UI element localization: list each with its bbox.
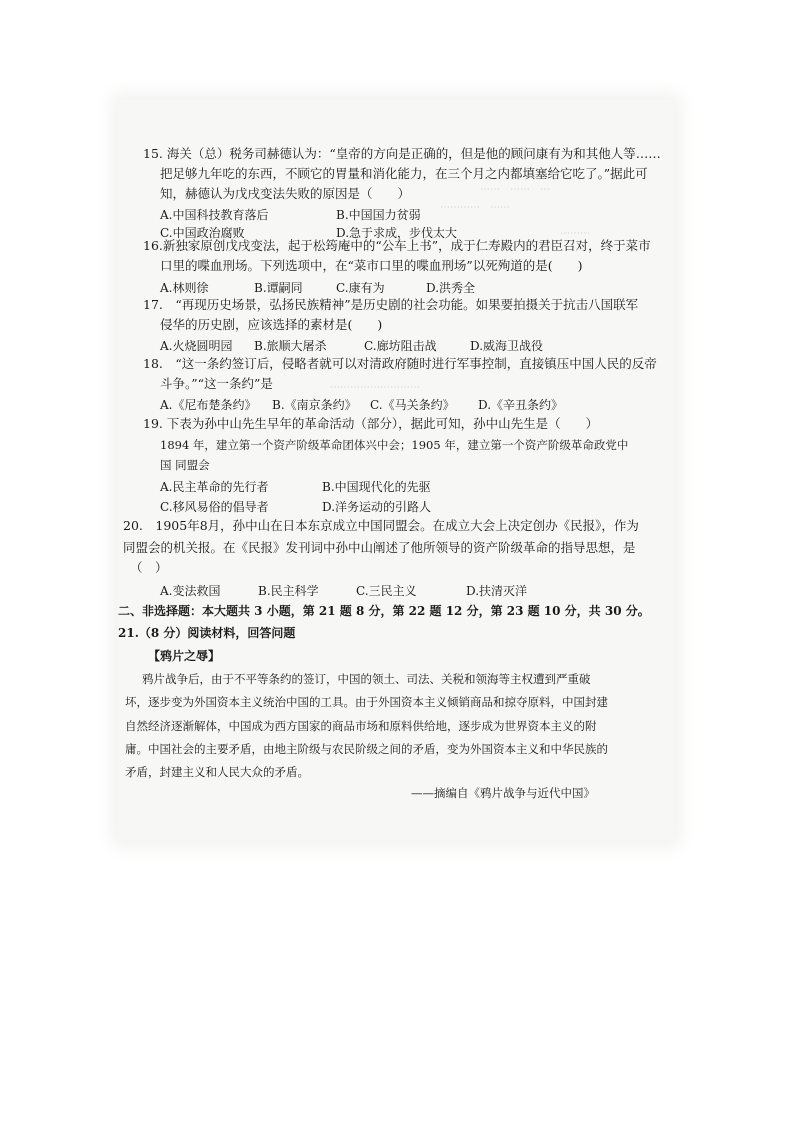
material-line-5: 矛盾，封建主义和人民大众的矛盾。 [125,765,309,779]
question-18-line-2: 斗争。”“这一条约”是 [160,376,273,391]
material-line-2: 坏，逐步变为外国资本主义统治中国的工具。由于外国资本主义倾销商品和掠夺原料，中国封建 [125,695,608,709]
bleed-through-mark: ⋯⋯⋯ [560,228,590,239]
question-17-option-b[interactable]: B.旅顺大屠杀 [254,339,327,353]
question-16-line-1: 16.新独家原创戊戌变法，起于松筠庵中的“公车上书”，成于仁寿殿内的君臣召对，终于菜市 [143,238,651,253]
question-16-line-2: 口里的喋血刑场。下列选项中，在“菜市口里的喋血刑场”以死殉道的是( ) [160,258,583,273]
question-18-option-b[interactable]: B.《南京条约》 [272,398,357,412]
question-16-option-a[interactable]: A.林则徐 [160,281,209,295]
material-line-1: 鸦片战争后，由于不平等条约的签订，中国的领土、司法、关税和领海等主权遭到严重破 [142,672,591,686]
question-15-line-3: 知，赫德认为戊戌变法失败的原因是（ ） [160,186,411,201]
material-source: ——摘编自《鸦片战争与近代中国》 [411,786,595,800]
question-20-option-c[interactable]: C.三民主义 [356,584,417,598]
question-18-line-1: 18. “这一条约签订后，侵略者就可以对清政府随时进行军事控制，直接镇压中国人民的反帝 [143,356,657,371]
question-19-option-b[interactable]: B.中国现代化的先驱 [322,480,431,494]
material-line-4: 庸。中国社会的主要矛盾，由地主阶级与农民阶级之间的矛盾，变为外国资本主义和中华民族的 [125,742,608,756]
question-16-option-c[interactable]: C.康有为 [336,281,385,295]
question-19-option-d[interactable]: D.洋务运动的引路人 [322,500,432,514]
question-17-option-c[interactable]: C.廊坊阻击战 [364,339,437,353]
question-20-line-2: 同盟会的机关报。在《民报》发刊词中孙中山阐述了他所领导的资产阶级革命的指导思想，是 [123,540,636,555]
question-18-option-a[interactable]: A.《尼布楚条约》 [160,398,257,412]
question-21-intro: 21.（8 分）阅读材料，回答问题 [118,626,296,640]
question-20-option-d[interactable]: D.扶清灭洋 [466,584,528,598]
question-16-option-b[interactable]: B.谭嗣同 [254,281,303,295]
question-15-option-d[interactable]: D.急于求成，步伐太大 [336,226,458,240]
question-20-option-b[interactable]: B.民主科学 [258,584,319,598]
question-15-option-c[interactable]: C.中国政治腐败 [160,226,245,240]
question-15-option-b[interactable]: B.中国国力贫弱 [336,208,421,222]
question-17-option-d[interactable]: D.威海卫战役 [470,339,544,353]
question-20-line-3: （ ） [130,560,168,575]
question-15-line-2: 把足够九年吃的东西，不顾它的胃量和消化能力，在三个月之内都填塞给它吃了。”据此可 [160,166,648,181]
question-18-option-d[interactable]: D.《辛丑条约》 [478,398,564,412]
material-line-3: 自然经济逐渐解体，中国成为西方国家的商品市场和原料供给地，逐步成为世界资本主义的附 [125,719,597,733]
bleed-through-mark: ⋯⋯ ⋯⋯ ⋯ [480,184,550,195]
question-19-table-line-2: 国 同盟会 [160,458,210,472]
question-19-option-c[interactable]: C.移风易俗的倡导者 [160,500,269,514]
question-20-option-a[interactable]: A.变法救国 [160,584,221,598]
question-19-line-1: 19. 下表为孙中山先生早年的革命活动（部分），据此可知，孙中山先生是（ ） [143,416,599,431]
question-15-option-a[interactable]: A.中国科技教育落后 [160,208,269,222]
question-17-line-1: 17. “再现历史场景，弘扬民族精神”是历史剧的社会功能。如果要拍摄关于抗击八国联军 [143,297,639,312]
question-19-table-line-1: 1894 年，建立第一个资产阶级革命团体兴中会；1905 年，建立第一个资产阶级革命政党中 [160,438,629,452]
question-17-option-a[interactable]: A.火烧圆明园 [160,339,233,353]
bleed-through-mark: ⋯⋯⋯⋯⋯⋯⋯⋯⋯ [330,382,420,393]
question-20-line-1: 20. 1905年8月，孙中山在日本东京成立中国同盟会。在成立大会上决定创办《民报》，作为 [123,518,639,533]
question-18-option-c[interactable]: C.《马关条约》 [370,398,455,412]
section-2-heading: 二、非选择题：本大题共 3 小题，第 21 题 8 分，第 22 题 12 分，第 23 题 10 分，共 30 分。 [118,604,650,618]
question-16-option-d[interactable]: D.洪秀全 [426,281,476,295]
bleed-through-mark: ⋯⋯⋯⋯ ⋯⋯ [440,202,510,213]
question-17-line-2: 侵华的历史剧，应该选择的素材是( ) [160,317,383,332]
question-19-option-a[interactable]: A.民主革命的先行者 [160,480,269,494]
material-title: 【鸦片之辱】 [148,649,221,663]
question-15-line-1: 15. 海关（总）税务司赫德认为：“皇帝的方向是正确的，但是他的顾问康有为和其他人等…… [143,146,661,161]
